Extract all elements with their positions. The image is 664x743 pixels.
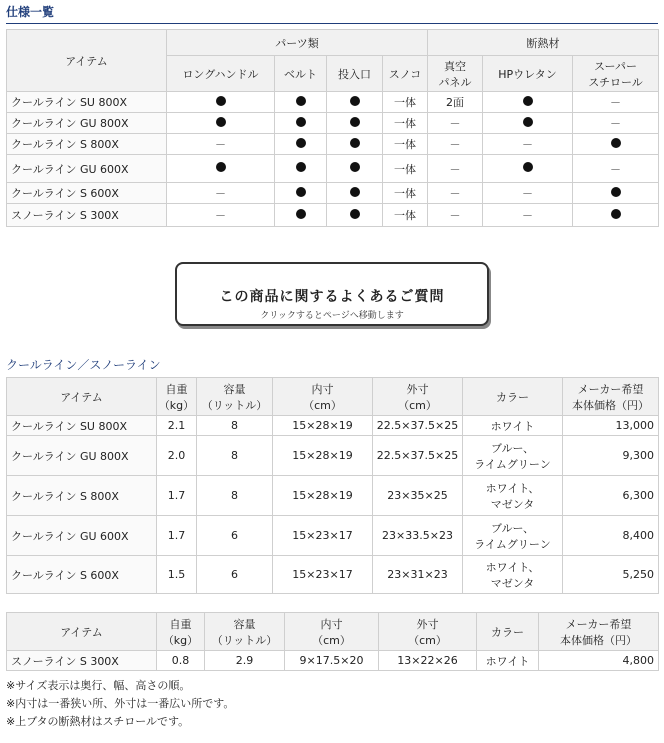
spec-cell: － [428, 155, 483, 183]
product-inner-size: 15×23×17 [273, 556, 373, 594]
product-price: 8,400 [563, 516, 659, 556]
product-weight: 1.7 [157, 516, 197, 556]
spec-cell [483, 155, 573, 183]
filled-dot-icon [296, 162, 306, 172]
notes [6, 677, 234, 731]
spec-cell: － [167, 204, 275, 227]
spec-cell [327, 134, 383, 155]
filled-dot-icon [350, 96, 360, 106]
product-inner-size: 15×28×19 [273, 476, 373, 516]
spec-column-header: 真空 パネル [428, 56, 483, 92]
filled-dot-icon [611, 138, 621, 148]
filled-dot-icon [350, 117, 360, 127]
note-line: ※内寸は一番狭い所、外寸は一番広い所です。 [6, 697, 235, 710]
section-title: クールライン／スノーライン [6, 358, 161, 372]
product-color: ブルー、 ライムグリーン [463, 516, 563, 556]
product-outer-size: 23×33.5×23 [373, 516, 463, 556]
spec-row [7, 92, 659, 113]
product-row [7, 476, 659, 516]
product-capacity: 8 [197, 416, 273, 436]
column-header-outer: 外寸 （cm） [373, 378, 463, 416]
spec-cell [327, 155, 383, 183]
filled-dot-icon [523, 162, 533, 172]
column-header-price: メーカー希望 本体価格（円） [563, 378, 659, 416]
filled-dot-icon [350, 209, 360, 219]
filled-dot-icon [350, 187, 360, 197]
filled-dot-icon [216, 117, 226, 127]
product-color: ホワイト、 マゼンタ [463, 556, 563, 594]
spec-cell [573, 183, 659, 204]
spec-cell: － [167, 183, 275, 204]
spec-column-header: HPウレタン [483, 56, 573, 92]
product-weight: 1.5 [157, 556, 197, 594]
product-outer-size: 23×35×25 [373, 476, 463, 516]
product-color: ホワイト [463, 416, 563, 436]
filled-dot-icon [216, 96, 226, 106]
spec-column-header: ベルト [275, 56, 327, 92]
spec-cell [327, 204, 383, 227]
faq-button[interactable] [175, 262, 489, 326]
filled-dot-icon [216, 162, 226, 172]
filled-dot-icon [296, 96, 306, 106]
spec-cell: － [573, 113, 659, 134]
note-line: ※サイズ表示は奥行、幅、高さの順。 [6, 679, 191, 692]
spec-group-insulation: 断熱材 [428, 30, 659, 56]
spec-cell: 一体 [383, 183, 428, 204]
product-row [7, 436, 659, 476]
product-row [7, 416, 659, 436]
snow-line-table [6, 612, 659, 671]
spec-cell [167, 113, 275, 134]
product-name: スノーライン S 300X [7, 651, 157, 671]
spec-row [7, 113, 659, 134]
spec-cell: － [428, 204, 483, 227]
spec-cell: － [167, 134, 275, 155]
column-header-capacity: 容量 （リットル） [197, 378, 273, 416]
product-inner-size: 15×23×17 [273, 516, 373, 556]
spec-item-header: アイテム [7, 30, 167, 92]
spec-cell [573, 204, 659, 227]
spec-column-header: スノコ [383, 56, 428, 92]
spec-group-parts: パーツ類 [167, 30, 428, 56]
spec-cell: － [428, 183, 483, 204]
product-name: クールライン S 800X [7, 476, 157, 516]
spec-cell [573, 134, 659, 155]
column-header-inner: 内寸 （cm） [273, 378, 373, 416]
product-row [7, 556, 659, 594]
product-weight: 1.7 [157, 476, 197, 516]
column-header-capacity: 容量 （リットル） [205, 613, 285, 651]
spec-cell [483, 92, 573, 113]
filled-dot-icon [350, 162, 360, 172]
spec-cell [483, 113, 573, 134]
faq-title: この商品に関するよくあるご質問 [219, 289, 445, 305]
spec-column-header: ロングハンドル [167, 56, 275, 92]
spec-row [7, 204, 659, 227]
column-header-color: カラー [463, 378, 563, 416]
product-weight: 0.8 [157, 651, 205, 671]
spec-cell [275, 155, 327, 183]
product-price: 5,250 [563, 556, 659, 594]
column-header-item: アイテム [7, 378, 157, 416]
product-price: 6,300 [563, 476, 659, 516]
spec-cell [167, 155, 275, 183]
filled-dot-icon [523, 117, 533, 127]
product-price: 13,000 [563, 416, 659, 436]
spec-column-header: スーパー スチロール [573, 56, 659, 92]
product-color: ホワイト [477, 651, 539, 671]
product-inner-size: 15×28×19 [273, 416, 373, 436]
spec-cell [275, 113, 327, 134]
spec-cell [275, 92, 327, 113]
product-row [7, 516, 659, 556]
spec-cell: 一体 [383, 155, 428, 183]
spec-row [7, 155, 659, 183]
column-header-inner: 内寸 （cm） [285, 613, 379, 651]
spec-item-name: クールライン S 800X [7, 134, 167, 155]
product-color: ブルー、 ライムグリーン [463, 436, 563, 476]
product-name: クールライン S 600X [7, 556, 157, 594]
filled-dot-icon [611, 187, 621, 197]
product-weight: 2.0 [157, 436, 197, 476]
spec-cell: 2面 [428, 92, 483, 113]
product-capacity: 8 [197, 436, 273, 476]
spec-cell: － [483, 183, 573, 204]
product-price: 9,300 [563, 436, 659, 476]
spec-item-name: クールライン S 600X [7, 183, 167, 204]
product-outer-size: 22.5×37.5×25 [373, 436, 463, 476]
column-header-item: アイテム [7, 613, 157, 651]
spec-heading: 仕様一覧 [6, 3, 658, 24]
product-capacity: 6 [197, 556, 273, 594]
spec-cell: 一体 [383, 204, 428, 227]
spec-item-name: スノーライン S 300X [7, 204, 167, 227]
spec-cell [327, 113, 383, 134]
product-name: クールライン GU 800X [7, 436, 157, 476]
spec-cell: 一体 [383, 113, 428, 134]
spec-row [7, 134, 659, 155]
cool-line-table [6, 377, 659, 594]
spec-cell: － [573, 155, 659, 183]
filled-dot-icon [523, 96, 533, 106]
product-name: クールライン GU 600X [7, 516, 157, 556]
column-header-outer: 外寸 （cm） [379, 613, 477, 651]
spec-item-name: クールライン GU 600X [7, 155, 167, 183]
filled-dot-icon [296, 117, 306, 127]
product-name: クールライン SU 800X [7, 416, 157, 436]
spec-cell: 一体 [383, 92, 428, 113]
filled-dot-icon [296, 187, 306, 197]
spec-cell: － [483, 134, 573, 155]
product-inner-size: 15×28×19 [273, 436, 373, 476]
faq-subtitle: クリックするとページへ移動します [260, 311, 404, 321]
column-header-weight: 自重 （kg） [157, 378, 197, 416]
column-header-weight: 自重 （kg） [157, 613, 205, 651]
spec-cell: － [428, 113, 483, 134]
spec-cell [275, 183, 327, 204]
note-line: ※上ブタの断熱材はスチロールです。 [6, 715, 190, 728]
column-header-price: メーカー希望 本体価格（円） [539, 613, 659, 651]
product-capacity: 2.9 [205, 651, 285, 671]
product-capacity: 6 [197, 516, 273, 556]
spec-cell [275, 204, 327, 227]
product-row [7, 651, 659, 671]
filled-dot-icon [611, 209, 621, 219]
spec-cell [327, 92, 383, 113]
spec-cell: － [483, 204, 573, 227]
spec-item-name: クールライン GU 800X [7, 113, 167, 134]
product-weight: 2.1 [157, 416, 197, 436]
product-inner-size: 9×17.5×20 [285, 651, 379, 671]
product-outer-size: 13×22×26 [379, 651, 477, 671]
spec-cell [327, 183, 383, 204]
product-price: 4,800 [539, 651, 659, 671]
product-color: ホワイト、 マゼンタ [463, 476, 563, 516]
spec-item-name: クールライン SU 800X [7, 92, 167, 113]
filled-dot-icon [296, 138, 306, 148]
column-header-color: カラー [477, 613, 539, 651]
spec-row [7, 183, 659, 204]
product-outer-size: 23×31×23 [373, 556, 463, 594]
filled-dot-icon [350, 138, 360, 148]
product-capacity: 8 [197, 476, 273, 516]
spec-cell: 一体 [383, 134, 428, 155]
spec-cell: － [428, 134, 483, 155]
spec-table [6, 29, 659, 227]
spec-column-header: 投入口 [327, 56, 383, 92]
spec-cell [275, 134, 327, 155]
spec-cell [167, 92, 275, 113]
filled-dot-icon [296, 209, 306, 219]
spec-cell: － [573, 92, 659, 113]
product-outer-size: 22.5×37.5×25 [373, 416, 463, 436]
